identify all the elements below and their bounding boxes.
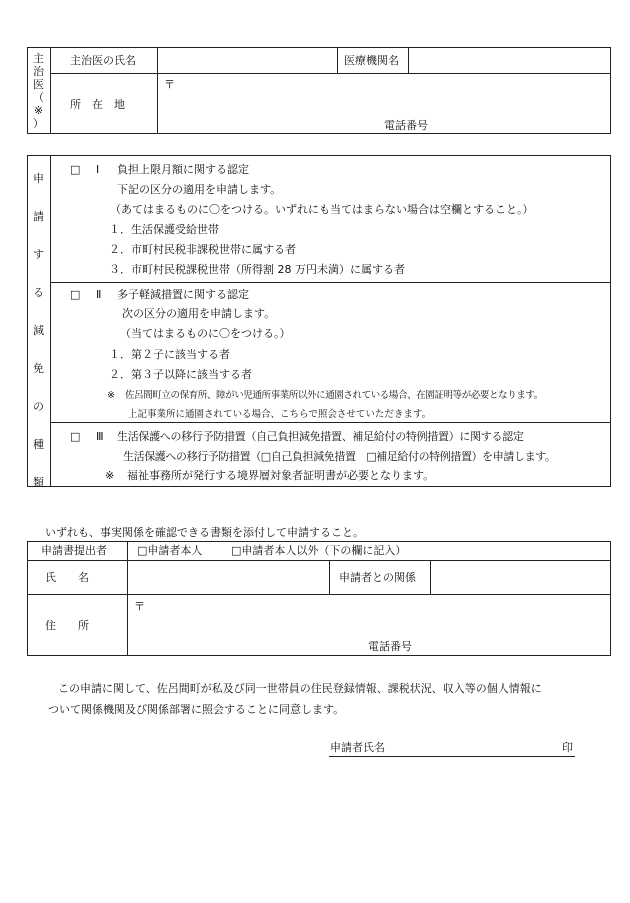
submitter-address-label: 住 所 (45, 619, 89, 632)
section2-note-mark: ※ (107, 390, 115, 401)
attach-note: いずれも、事実関係を確認できる書類を添付して申請すること。 (45, 526, 364, 539)
section2-note1: 佐呂間町立の保育所、障がい児通所事業所以外に通園されている場合、在園証明等が必要となります。 (125, 390, 543, 401)
consent-line1: この申請に関して、佐呂間町が私及び同一世帯員の住民登録情報、課税状況、収入等の個人情報に (58, 682, 542, 695)
doctor-institution-label: 医療機関名 (344, 54, 399, 67)
section1-checkbox[interactable]: □ (70, 163, 81, 176)
application-side-divider (50, 155, 51, 487)
section3-numeral: Ⅲ (96, 430, 104, 443)
submitter-name-field[interactable] (128, 561, 328, 593)
section1-item-1[interactable]: １．生活保護受給世帯 (109, 223, 219, 236)
section2-note2: 上記事業所に通園されている場合、こちらで照会させていただきます。 (128, 409, 432, 420)
submitter-option-other[interactable]: □申請者本人以外（下の欄に記入） (231, 544, 407, 557)
section2-checkbox[interactable]: □ (70, 288, 81, 301)
doctor-address-label: 所 在 地 (70, 98, 125, 111)
doctor-name-label: 主治医の氏名 (70, 54, 136, 67)
section1-line1: 下記の区分の適用を申請します。 (117, 183, 282, 196)
section1-line2: （あてはまるものに〇をつける。いずれにも当てはまらない場合は空欄とすること。） (110, 203, 534, 216)
signature-underline (329, 756, 575, 757)
submitter-relation-label: 申請者との関係 (339, 571, 416, 584)
doctor-side-label: 主 治 医 （ ※ ） (33, 52, 44, 130)
submitter-name-label: 氏 名 (45, 571, 89, 584)
section3-checkbox[interactable]: □ (70, 430, 81, 443)
section1-numeral: Ⅰ (96, 163, 100, 176)
application-side-label: 申 請 す る 減 免 の 種 類 (33, 172, 44, 489)
section2-title: 多子軽減措置に関する認定 (117, 288, 249, 301)
section1-title: 負担上限月額に関する認定 (117, 163, 249, 176)
section2-line2: （当てはまるものに〇をつける。） (120, 327, 291, 340)
section2-item-2[interactable]: ２．第３子以降に該当する者 (109, 368, 252, 381)
section3-title: 生活保護への移行予防措置（自己負担減免措置、補足給付の特例措置）に関する認定 (117, 430, 524, 443)
consent-line2: ついて関係機関及び関係部署に照会することに同意します。 (48, 703, 345, 716)
doctor-institution-field[interactable] (409, 48, 610, 72)
submitter-phone-label: 電話番号 (368, 640, 412, 653)
signature-label: 申請者氏名 (330, 741, 385, 754)
section3-note: 福祉事務所が発行する境界層対象者証明書が必要となります。 (127, 469, 435, 482)
doctor-side-divider (50, 47, 51, 134)
doctor-postal-mark: 〒 (164, 78, 175, 91)
section2-line1: 次の区分の適用を申請します。 (122, 307, 276, 320)
signature-seal: 印 (562, 741, 573, 754)
section2-numeral: Ⅱ (96, 288, 102, 301)
doctor-name-field[interactable] (158, 48, 336, 72)
section1-item-3[interactable]: ３．市町村民税課税世帯（所得割 28 万円未満）に属する者 (109, 263, 405, 276)
submitter-postal-mark: 〒 (134, 600, 145, 613)
section3-line1: 生活保護への移行予防措置（□自己負担減免措置 □補足給付の特例措置）を申請します。 (123, 450, 556, 463)
section2-divider (50, 422, 611, 423)
doctor-inst-divider-left (337, 47, 338, 73)
section1-divider (50, 282, 611, 283)
section1-item-2[interactable]: ２．市町村民税非課税世帯に属する者 (109, 243, 296, 256)
submitter-option-self[interactable]: □申請者本人 (137, 544, 203, 557)
submitter-label: 申請書提出者 (41, 544, 107, 557)
section3-note-mark: ※ (105, 469, 115, 482)
submitter-relation-field[interactable] (431, 561, 610, 593)
doctor-phone-label: 電話番号 (384, 119, 428, 132)
section2-item-1[interactable]: １．第２子に該当する者 (109, 348, 230, 361)
submitter-relation-divider-left (329, 560, 330, 594)
signature-field[interactable] (386, 739, 558, 755)
